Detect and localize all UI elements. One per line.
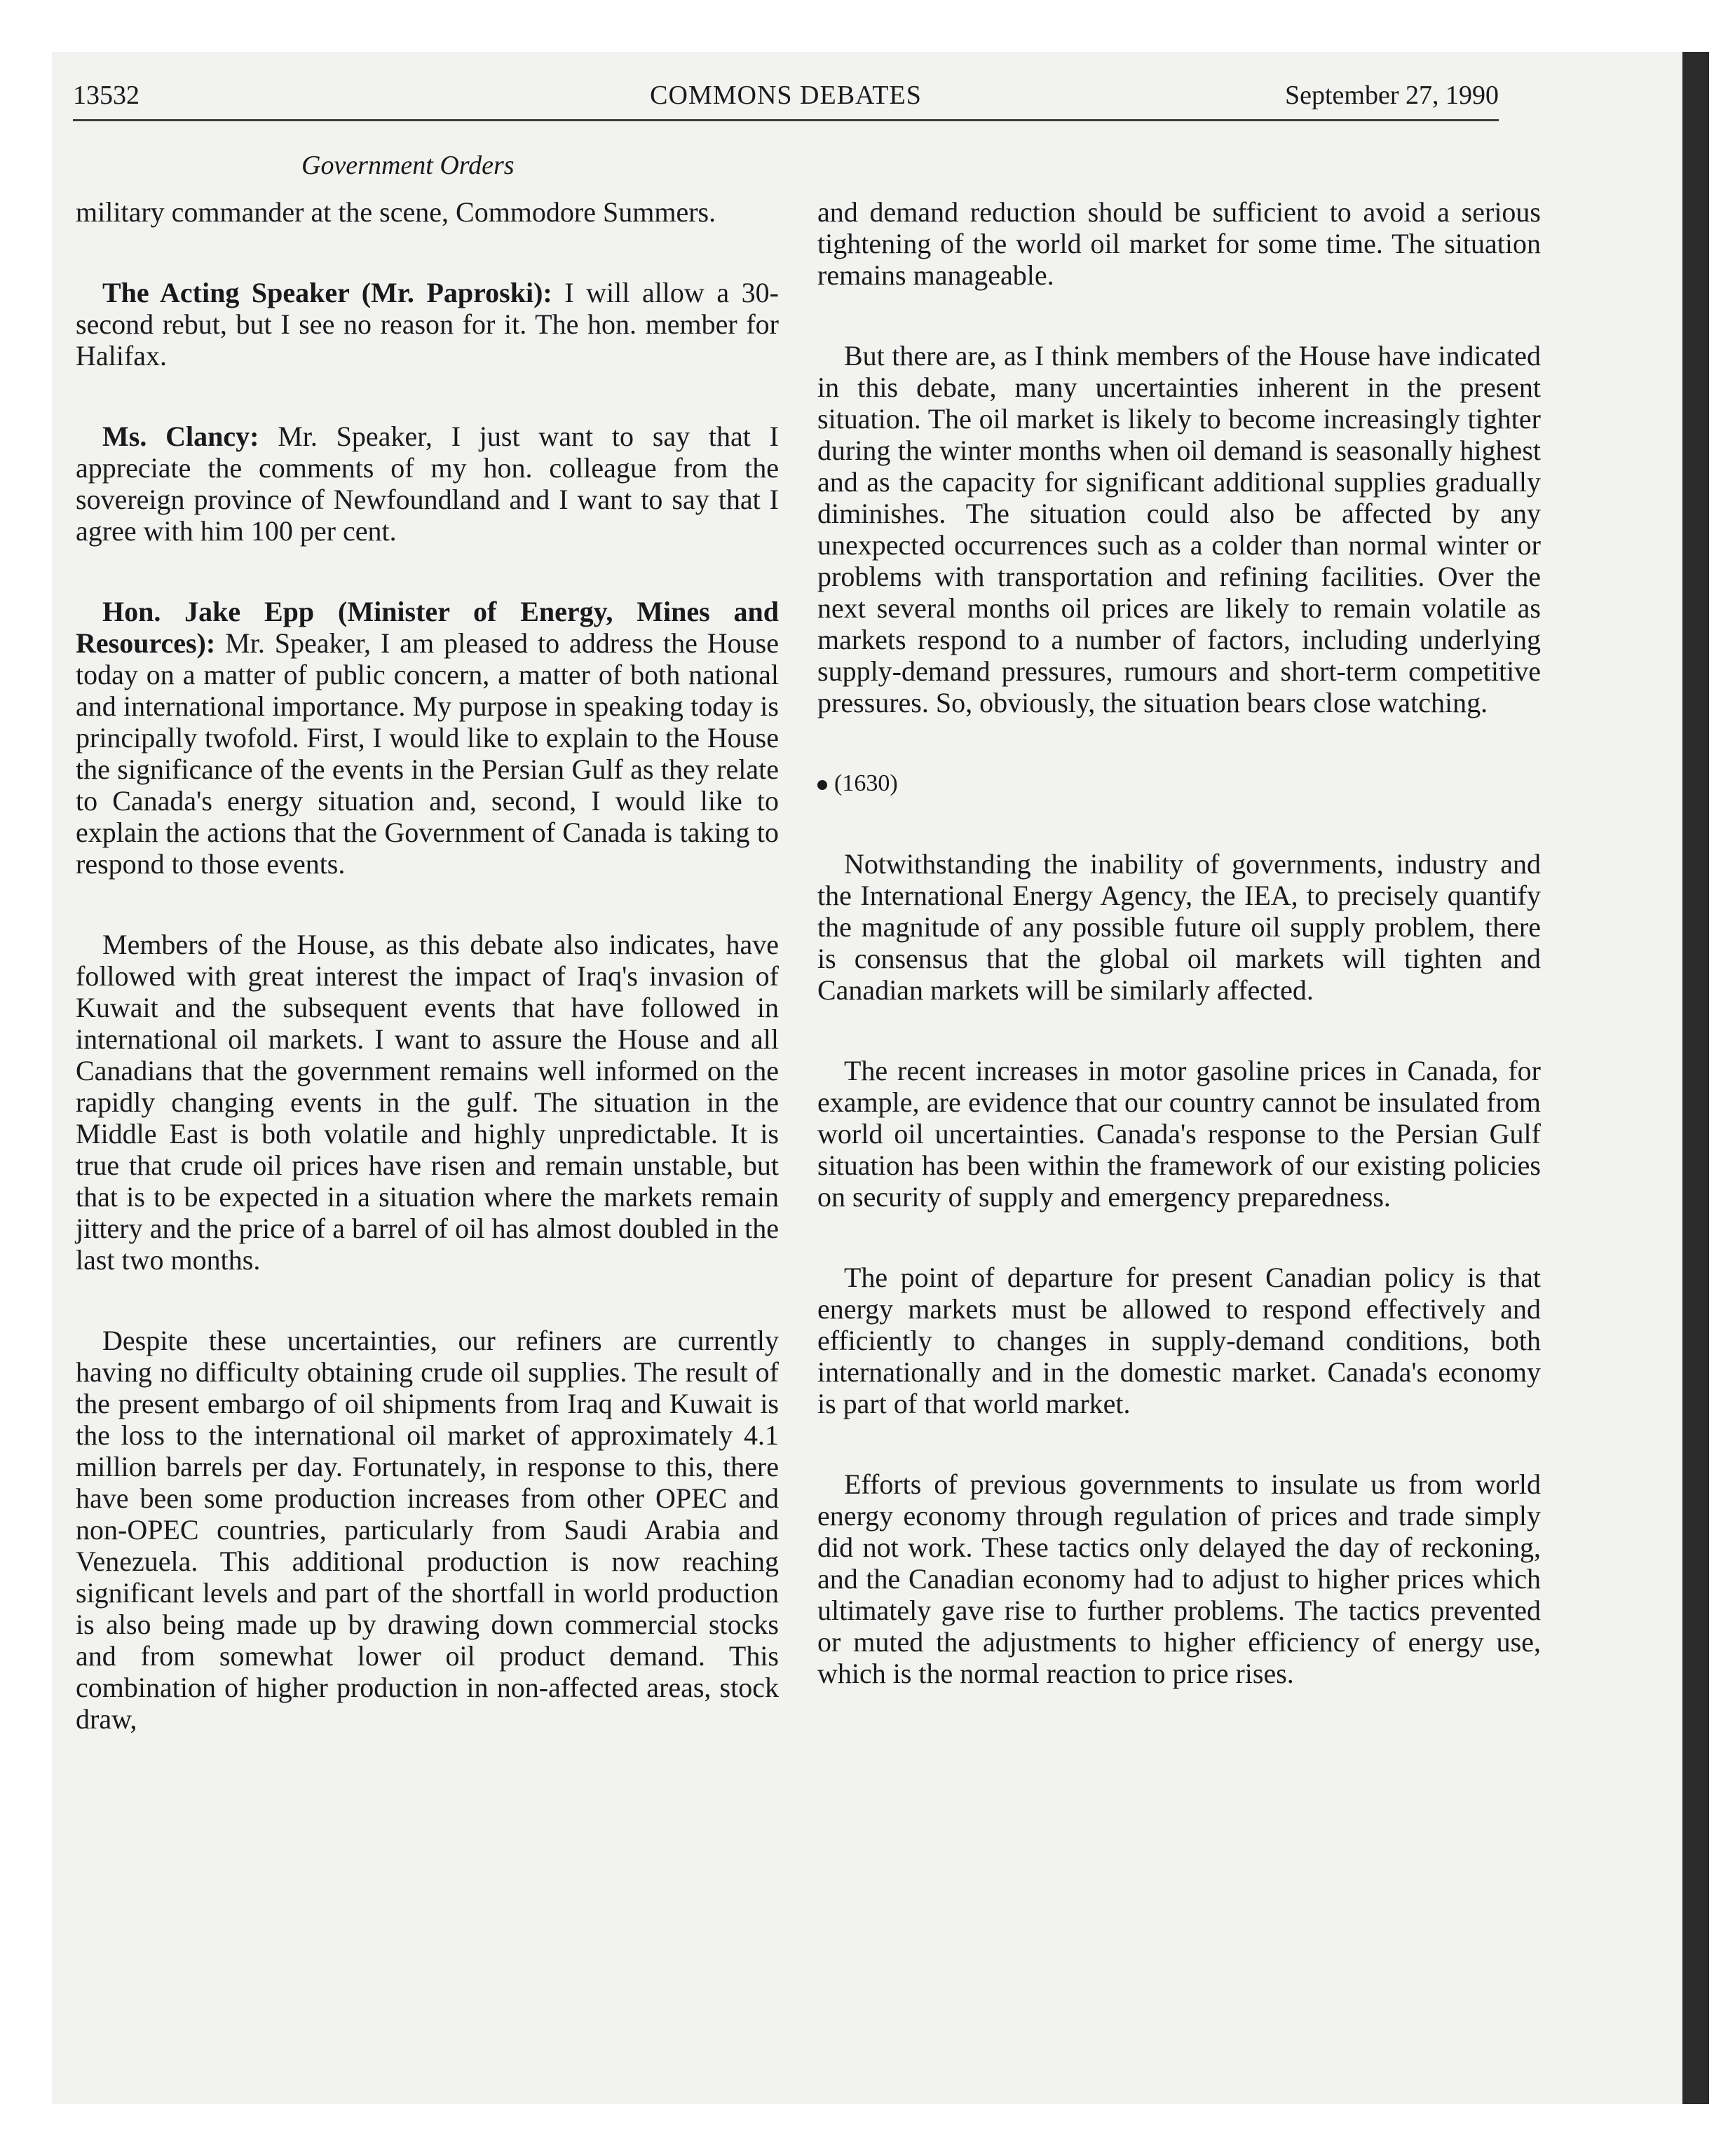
paragraph: Members of the House, as this debate also indicates, have followed with great interest the impact of Iraq's invasion of Kuwait and the subsequent events that have followed in international oil markets. I want to assure the House and all Canadians that the government remains well informed on the rapidly changing events in the gulf. The situation in the Middle East is both volatile and highly unpredictable. It is true that crude oil prices have risen and remain unstable, but that is to be expected in a situation where the markets remain jittery and the price of a barrel of oil has almost doubled in the last two months. <box>76 929 779 1276</box>
left-column <box>76 196 779 1784</box>
header-date: September 27, 1990 <box>1284 81 1499 110</box>
bullet-icon <box>817 780 827 790</box>
paragraph: Notwithstanding the inability of governments, industry and the International Energy Agency, the IEA, to precisely quantify the magnitude of any possible future oil supply problem, there is consensus that the global oil markets will tighten and Canadian markets will be similarly affected. <box>817 848 1541 1006</box>
paragraph: and demand reduction should be sufficient to avoid a serious tightening of the world oil market for some time. The situation remains manageable. <box>817 196 1541 291</box>
paragraph: Despite these uncertainties, our refiners are currently having no difficulty obtaining crude oil supplies. The result of the present embargo of oil shipments from Iraq and Kuwait is the loss to the international oil market of approximately 4.1 million barrels per day. Fortunately, in response to this, there have been some production increases from other OPEC and non-OPEC countries, particularly from Saudi Arabia and Venezuela. This additional production is now reaching significant levels and part of the shortfall in world production is also being made up by drawing down commercial stocks and from somewhat lower oil product demand. This combination of higher production in non-affected areas, stock draw, <box>76 1325 779 1735</box>
paragraph: But there are, as I think members of the House have indicated in this debate, many uncertainties inherent in the present situation. The oil market is likely to become increasingly tighter during the winter months when oil demand is seasonally highest and as the capacity for significant additional supplies gradually diminishes. The situation could also be affected by any unexpected occurrences such as a colder than normal winter or problems with transportation and refining facilities. Over the next several months oil prices are likely to remain volatile as markets respond to a number of factors, including underlying supply-demand pressures, rumours and short-term competitive pressures. So, obviously, the situation bears close watching. <box>817 340 1541 718</box>
paragraph: The recent increases in motor gasoline prices in Canada, for example, are evidence that our country cannot be insulated from world oil uncertainties. Canada's response to the Persian Gulf situation has been within the framework of our existing policies on security of supply and emergency preparedness. <box>817 1055 1541 1213</box>
speech-text: I will allow a 30-second rebut, but I see no reason for it. The hon. member for Halifax. <box>76 277 779 371</box>
time-stamp <box>817 767 1541 799</box>
speaker-name: Hon. Jake Epp (Minister of Energy, Mines and Resources): <box>76 596 779 659</box>
paragraph: Efforts of previous governments to insulate us from world energy economy through regulation of prices and trade simply did not work. These tactics only delayed the day of reckoning, and the Canadian economy had to adjust to higher prices which ultimately gave rise to further problems. The tactics prevented or muted the adjustments to higher efficiency of energy use, which is the normal reaction to price rises. <box>817 1468 1541 1689</box>
right-column <box>817 196 1541 1738</box>
paragraph <box>76 421 779 547</box>
paragraph <box>76 596 779 880</box>
paragraph: The point of departure for present Canadian policy is that energy markets must be allowed to respond effectively and efficiently to changes in supply-demand conditions, both internationally and in the domestic market. Canada's economy is part of that world market. <box>817 1262 1541 1419</box>
speaker-name: The Acting Speaker (Mr. Paproski): <box>102 277 552 308</box>
time-stamp-text: (1630) <box>834 770 898 796</box>
speech-text: Mr. Speaker, I am pleased to address the House today on a matter of public concern, a matter of both national and international importance. My purpose in speaking today is principally twofold. First, I would like to explain to the House the significance of the events in the Persian Gulf as they relate to Canada's energy situation and, second, I would like to explain the actions that the Government of Canada is taking to respond to those events. <box>76 627 779 880</box>
page-number: 13532 <box>73 81 140 110</box>
paragraph: military commander at the scene, Commodore Summers. <box>76 196 716 228</box>
speaker-name: Ms. Clancy: <box>102 421 259 452</box>
running-header <box>73 76 1499 121</box>
section-title: Government Orders <box>301 151 515 180</box>
paragraph <box>76 277 779 371</box>
journal-title: COMMONS DEBATES <box>650 81 922 110</box>
scan-edge-shadow <box>1682 52 1709 2104</box>
speech-text: Mr. Speaker, I just want to say that I appreciate the comments of my hon. colleague from the sovereign province of Newfoundland and I want to say that I agree with him 100 per cent. <box>76 421 780 547</box>
